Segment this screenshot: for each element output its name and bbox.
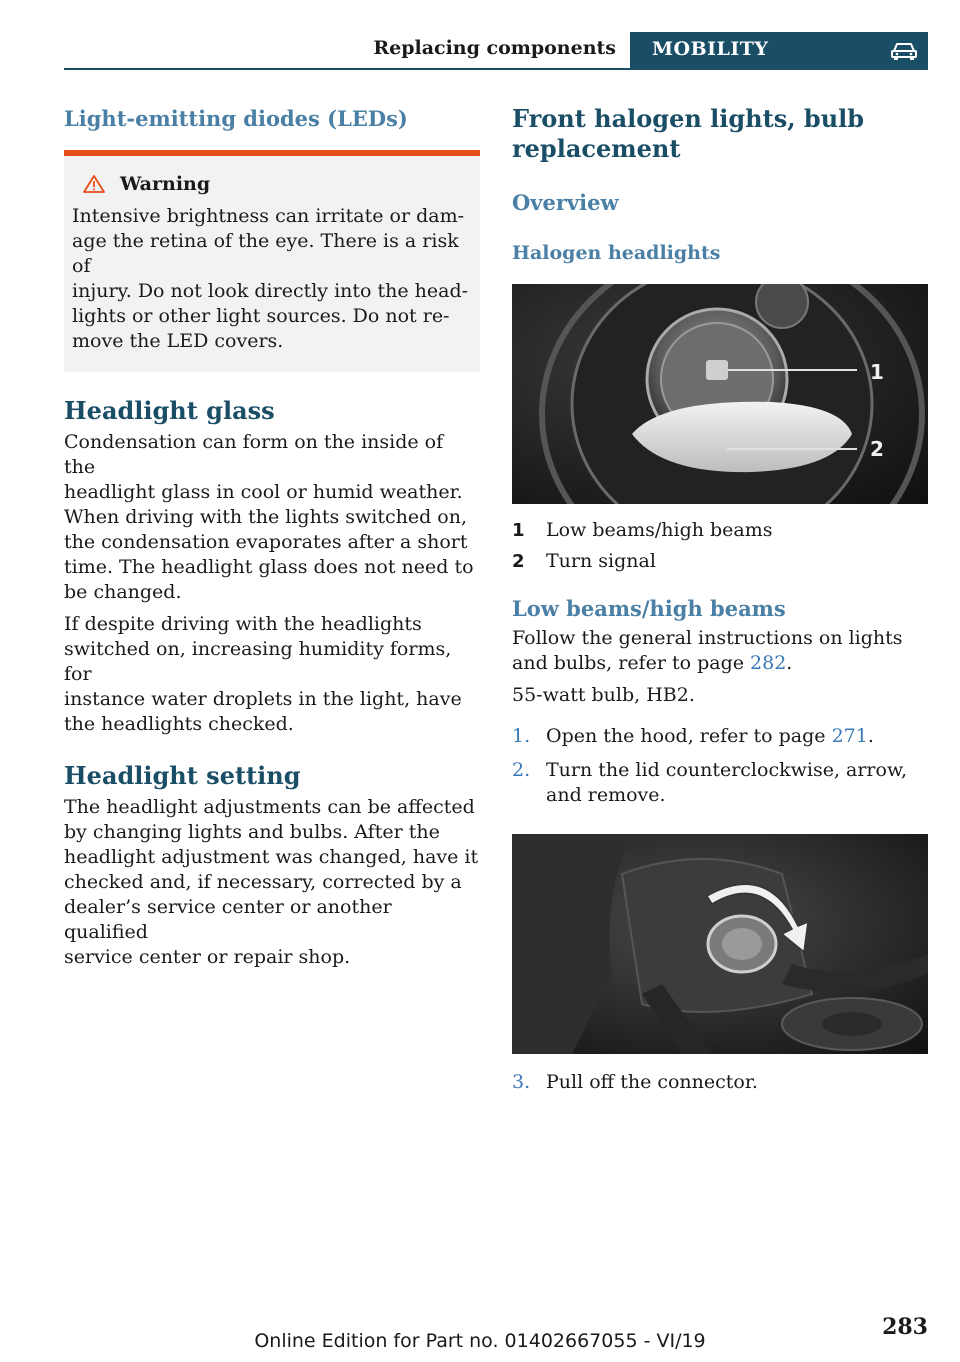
text-line: Condensation can form on the inside of the [64,431,444,478]
legend-number: 1 [512,520,525,541]
header-rule [64,68,928,70]
warning-line: Intensive brightness can irritate or dam- [72,205,465,227]
overview-heading: Overview [512,190,619,215]
warning-title: Warning [120,173,211,195]
step-item [512,758,928,808]
right-column [512,104,928,1095]
text-line: instance water droplets in the light, have [64,688,462,710]
text-segment: . [867,725,874,747]
warning-header [72,172,472,196]
main-heading-line: replacement [512,134,681,163]
page-header [64,32,928,70]
text-line: Follow the general instructions on lights [512,627,903,649]
led-heading: Light-emitting diodes (LEDs) [64,106,408,131]
text-line: headlight adjustment was changed, have it [64,846,479,868]
lowbeam-paragraph [512,626,928,676]
step-number: 2. [512,759,531,781]
text-line: headlight glass in cool or humid weather. [64,481,463,503]
halogen-heading: Halogen headlights [512,242,721,264]
edition-footer: Online Edition for Part no. 01402667055 - VI/19 [254,1330,706,1352]
warning-box [64,150,480,372]
text-line: the headlights checked. [64,713,294,735]
warning-line: move the LED covers. [72,330,284,352]
setting-heading: Headlight setting [64,761,301,790]
text-line: time. The headlight glass does not need to [64,556,474,578]
steps-list [512,724,928,808]
text-line: If despite driving with the headlights [64,613,422,635]
text-line [512,651,928,676]
text-line: service center or repair shop. [64,946,351,968]
chapter-tab [630,32,928,70]
step-text [546,724,874,749]
figure-legend [512,518,928,574]
chapter-tab-label: MOBILITY [652,38,769,60]
text-line: The headlight adjustments can be affected [64,796,475,818]
text-line: dealer’s service center or another qualified [64,896,392,943]
step-number: 1. [512,725,531,747]
lid-removal-illustration [512,834,928,1054]
warning-triangle-icon [82,174,106,194]
warning-line: age the retina of the eye. There is a risk of [72,230,459,277]
step-item [512,724,928,749]
page-link-282[interactable]: 282 [750,652,787,674]
glass-heading: Headlight glass [64,396,275,425]
left-column [64,104,480,970]
legend-text: Low beams/high beams [546,519,773,541]
callout-label-1: 1 [870,360,884,384]
text-segment: Open the hood, refer to page [546,725,832,747]
text-line: When driving with the lights switched on, [64,506,468,528]
setting-paragraph [64,795,480,970]
page-number: 283 [882,1314,928,1340]
text-line: and remove. [546,784,666,806]
car-icon [890,41,918,61]
page-link-271[interactable]: 271 [831,725,868,747]
text-line: be changed. [64,581,182,603]
warning-line: injury. Do not look directly into the head- [72,280,469,302]
main-heading-line: Front halogen lights, bulb [512,104,865,133]
text-segment: . [786,652,793,674]
section-title: Replacing components [373,37,616,59]
text-segment: and bulbs, refer to page [512,652,751,674]
legend-item [512,549,928,574]
callout-label-2: 2 [870,437,884,461]
text-line: checked and, if necessary, corrected by a [64,871,462,893]
text-line: by changing lights and bulbs. After the [64,821,440,843]
warning-line: lights or other light sources. Do not re- [72,305,450,327]
text-line: Turn the lid counterclockwise, arrow, [546,759,907,781]
step-number: 3. [512,1071,531,1093]
text-line: the condensation evaporates after a short [64,531,468,553]
text-line: switched on, increasing humidity forms, for [64,638,452,685]
step-text [546,758,907,808]
lid-removal-figure [512,834,928,1054]
glass-paragraph-1 [64,430,480,605]
legend-item [512,518,928,543]
step-item [512,1070,928,1095]
halogen-headlight-figure [512,284,928,504]
glass-paragraph-2 [64,612,480,737]
lowbeam-heading: Low beams/high beams [512,596,786,621]
legend-number: 2 [512,551,525,572]
legend-text: Turn signal [546,550,656,572]
step-text: Pull off the connector. [546,1071,758,1093]
headlight-illustration [512,284,928,504]
bulb-spec: 55-watt bulb, HB2. [512,684,695,706]
